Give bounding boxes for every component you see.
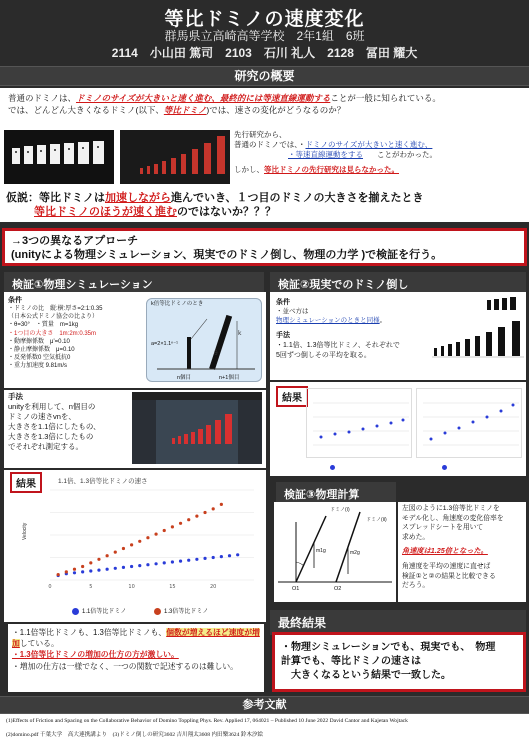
- hypothesis-line-1: 仮説：等比ドミノは加速しながら進んでいき、１つ目のドミノの大きさを揃えたとき: [6, 192, 424, 204]
- members-line: 2114 小山田 篤司 2103 石川 礼人 2128 冨田 耀大: [111, 46, 418, 60]
- chart-point: [114, 551, 117, 554]
- chart-point: [228, 554, 231, 557]
- chart-point: [130, 565, 133, 568]
- chart-point: [106, 554, 109, 557]
- chart-point: [212, 507, 215, 510]
- velocity-scatter-chart: [40, 486, 264, 590]
- v2-conditions: 条件 ・並べ方は 物理シミュレーションのときと同様。 手法 ・1.1倍、1.3倍等比ドミノ、それぞれで 5回ずつ倒しその平均を取る。: [276, 299, 400, 359]
- chart-point: [138, 540, 141, 543]
- overview-highlight-2: 等比ドミノ: [163, 105, 207, 115]
- chart-point: [138, 564, 141, 567]
- chart-point: [146, 536, 149, 539]
- chart-grid: [50, 490, 254, 580]
- chart-point: [97, 558, 100, 561]
- v2-heading: 検証②現実でのドミノ倒し: [270, 272, 526, 296]
- chart-point: [57, 573, 60, 576]
- diagram-n-label: n個目: [177, 375, 192, 381]
- chart-point: [89, 569, 92, 572]
- v1-conclusion: ・1.1倍等比ドミノも、1.3倍等比ドミノも、個数が増えるほど速度が増加している。 ・1.3倍等比ドミノの増加の仕方の方が激しい。 ・増加の仕方は一様でなく、一つの関数で記述するのは難しい。: [8, 624, 264, 692]
- chart-point: [220, 555, 223, 558]
- chart-point: [114, 567, 117, 570]
- chart-point: [73, 568, 76, 571]
- chart-point: [187, 518, 190, 521]
- v2-result-tag: 結果: [276, 386, 308, 407]
- v2-chart-a: [306, 388, 412, 458]
- v2-caption-b: 1.3倍等比ドミノ: [442, 462, 494, 471]
- approach-box: →3つの異なるアプローチ (unityによる物理シミュレーション、現実でのドミノ倒し、物理の力学 )で検証を行う。: [2, 228, 527, 266]
- chart-point: [212, 556, 215, 559]
- chart-point: [163, 561, 166, 564]
- chart-x-tick: 0: [48, 584, 52, 590]
- references-panel: [0, 714, 529, 748]
- v2-caption-a: 1.1倍等比ドミノ: [330, 462, 382, 471]
- chart-point: [220, 503, 223, 506]
- v2-scatter-b: [417, 389, 523, 459]
- v2-chart-b: [416, 388, 522, 458]
- v2-photos: [432, 296, 524, 376]
- chart-legend-b: 1.3倍等比ドミノ: [154, 606, 208, 615]
- overview-panel: [0, 88, 529, 126]
- v1-heading: 検証①物理シミュレーション: [4, 272, 264, 296]
- chart-ticks: [48, 584, 216, 590]
- chart-point: [97, 569, 100, 572]
- unity-scene-image: [132, 392, 262, 464]
- diagram-title: k倍等比ドミノのとき: [151, 301, 204, 307]
- chart-point: [236, 553, 239, 556]
- chart-x-tick: 20: [210, 584, 217, 590]
- legend-dot-red: [154, 608, 161, 615]
- hypothesis-panel: [0, 188, 529, 222]
- chart-point: [154, 533, 157, 536]
- v3-heading: 検証③物理計算: [276, 482, 396, 506]
- v1-method: 手法 unityを利用して、n個目の ドミノの速さvnを、 大きさを1.1倍にしたもの、 大きさを1.3倍にしたもの でそれぞれ測定する。: [8, 392, 101, 451]
- overview-heading: 研究の概要: [0, 66, 529, 86]
- reference-2: (2)domino.pdf 千葉大学 高大連携講より (3)ドミノ倒しの研究3602 吉川翔太3608 内田樂3624 鈴木汐絵: [6, 732, 264, 738]
- overview-line-1: 普通のドミノは、ドミノのサイズが大きいと速く進む、最終的には等速直線運動することが一般に知られている。: [8, 93, 441, 103]
- chart-legend-a: 1.1倍等比ドミノ: [72, 606, 126, 615]
- chart-point: [179, 560, 182, 563]
- domino-photo-2: [120, 130, 230, 184]
- chart-points: [57, 503, 240, 577]
- overview-highlight-1: ドミノのサイズが大きいと速く進む、最終的には等速直線運動する: [76, 93, 331, 103]
- chart-point: [130, 543, 133, 546]
- chart-point: [195, 558, 198, 561]
- chart-point: [106, 568, 109, 571]
- svg-text:k: k: [238, 330, 242, 337]
- chart-point: [73, 571, 76, 574]
- chart-point: [179, 522, 182, 525]
- hypothesis-label: 仮説: [6, 192, 28, 204]
- hypothesis-line-2: 等比ドミノのほうが速く進むのではないか？？？: [34, 206, 276, 218]
- v1-diagram: [146, 298, 262, 382]
- chart-point: [65, 570, 68, 573]
- chart-point: [146, 563, 149, 566]
- chart-point: [163, 529, 166, 532]
- chart-x-tick: 15: [169, 584, 176, 590]
- references-heading: 参考文献: [0, 696, 529, 714]
- black-domino-images: [432, 296, 524, 376]
- red-domino-row-image: [120, 130, 230, 184]
- chart-point: [81, 570, 84, 573]
- chart-point: [81, 565, 84, 568]
- v1-result-tag: 結果: [10, 472, 42, 493]
- chart-point: [203, 557, 206, 560]
- overview-line-2: では、どんどん大きくなるドミノ(以下、等比ドミノ)では、速さの変化がどうなるのか？: [8, 105, 346, 115]
- v3-diagram-panel: ドミノ(ⅰ) ドミノ(ⅱ) O1 O2 m1g m2g: [274, 502, 396, 602]
- diagram-n1-label: n+1個目: [219, 375, 240, 381]
- chart-ylabel: Velocity: [22, 522, 28, 540]
- chart-point: [122, 547, 125, 550]
- v3-text: 左図のように1.3倍等比ドミノを モデル化し、角速度の変化倍率を スプレッドシートを用いて 求めた。 角速度は1.25倍となった。 角速度を平均の速度に直せば 検証①と②の結果と比較できる だろう。: [398, 502, 526, 602]
- chart-point: [154, 562, 157, 565]
- prior-research: 先行研究から、 普通のドミノでは、・ドミノのサイズが大きいと速く進む、 ・等速直線運動をする ことがわかった。 しかし、等比ドミノの先行研究は見らなかった。: [234, 130, 526, 184]
- school-line: 群馬県立高崎高等学校 2年1組 6班: [164, 29, 365, 43]
- v1-conditions: 条件 ・ドミノの比 縦:横:厚さ=2:1:0.35 （日本公式ドミノ協会の比より） ・θ=30° ・質量 m=1kg ・1つ目の大きさ 1m:2m:0.35m ・動摩擦係数 μ'=0.10 ・静止摩擦係数 μ=0.10 ・反発係数0 空気抵抗0 ・重力加速度 9.81m/s: [8, 297, 103, 370]
- chart-x-tick: 10: [128, 584, 135, 590]
- diagram-equation: a=2×1.1ⁿ⁻¹: [151, 341, 178, 347]
- chart-point: [89, 561, 92, 564]
- legend-dot-blue: [72, 608, 79, 615]
- chart-point: [187, 559, 190, 562]
- chart-title: 1.1倍、1.3倍等比ドミノの速さ: [58, 478, 148, 485]
- unity-screenshot: [132, 392, 262, 464]
- chart-point: [195, 515, 198, 518]
- final-box: ・物理シミュレーションでも、現実でも、 物理 計算でも、等比ドミノの速さは 大きくなるという結果で一致した。: [272, 632, 526, 692]
- chart-x-tick: 5: [89, 584, 93, 590]
- svg-text:θ: θ: [214, 350, 218, 357]
- reference-1: (1)Effects of Friction and Spacing on the Collaborative Behavior of Domino Toppling Phys. Rev. Applied 17, 064021 – Published 10 June 2022 David Cantor and Kajetan Wojtack: [6, 718, 408, 724]
- chart-point: [122, 566, 125, 569]
- chart-point: [171, 525, 174, 528]
- v2-scatter-a: [307, 389, 413, 459]
- final-heading: 最終結果: [270, 610, 526, 635]
- chart-point: [171, 560, 174, 563]
- poster-title: 等比ドミノの速度変化: [164, 9, 365, 30]
- domino-photo-1: [4, 130, 114, 184]
- domino-row-image: [4, 130, 114, 184]
- chart-point: [203, 511, 206, 514]
